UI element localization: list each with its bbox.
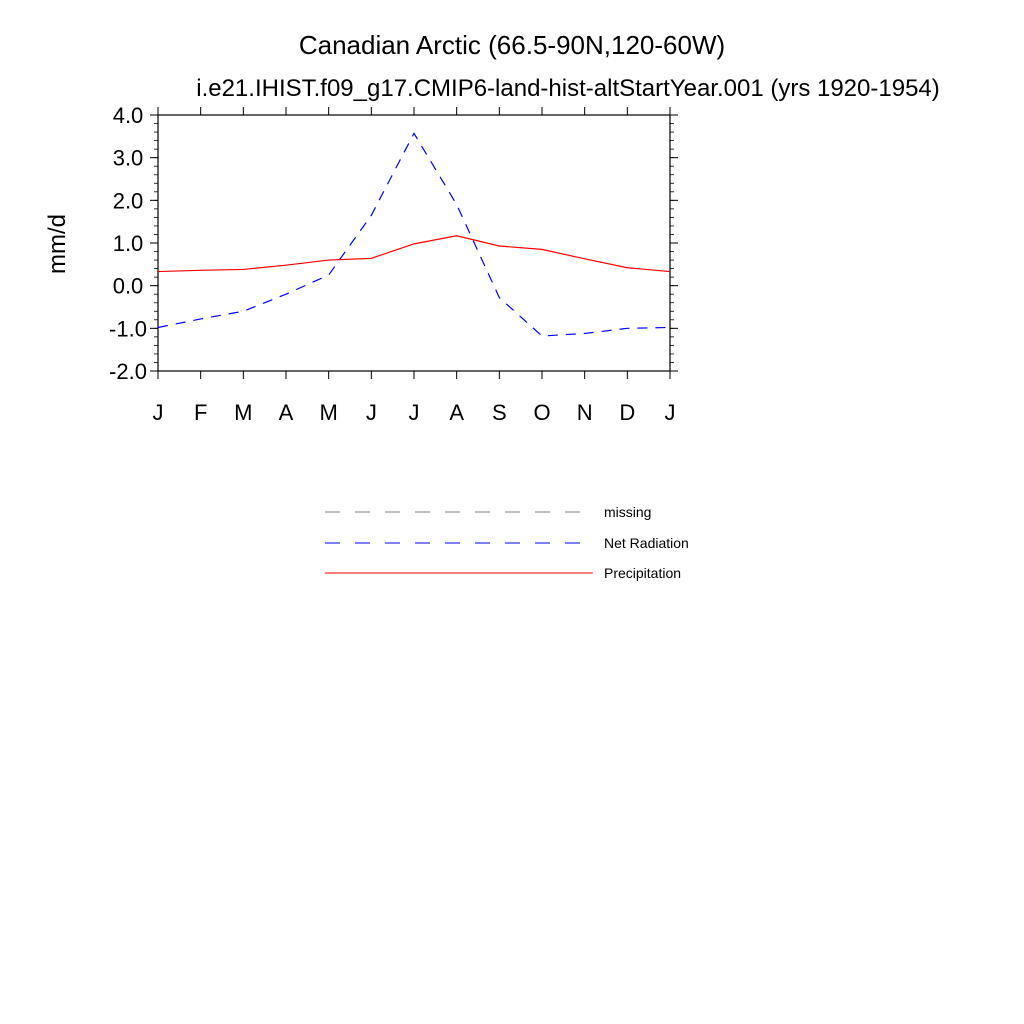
x-tick-label: M — [234, 400, 253, 425]
x-tick-label: S — [491, 400, 507, 425]
chart-title: Canadian Arctic (66.5-90N,120-60W) — [298, 30, 726, 60]
x-tick-label: J — [152, 400, 164, 425]
x-tick-label: A — [278, 400, 294, 425]
legend-label: Net Radiation — [604, 535, 689, 551]
y-tick-label: 4.0 — [112, 103, 144, 128]
legend — [325, 504, 689, 581]
y-axis-ticks — [109, 103, 678, 384]
x-tick-label: J — [365, 400, 377, 425]
x-tick-label: O — [533, 400, 551, 425]
series-line-net-radiation — [158, 133, 670, 336]
x-tick-label: M — [319, 400, 338, 425]
legend-label: missing — [604, 504, 652, 520]
y-tick-label: 2.0 — [112, 188, 144, 214]
y-tick-label: -1.0 — [109, 316, 147, 342]
x-tick-label: D — [619, 400, 636, 425]
x-tick-label: F — [193, 400, 208, 425]
x-tick-label: J — [664, 400, 676, 425]
y-axis-label: mm/d — [44, 214, 71, 274]
y-tick-label: 0.0 — [112, 273, 144, 299]
series-layer — [158, 133, 670, 336]
y-tick-label: 1.0 — [112, 231, 144, 256]
x-tick-label: A — [449, 400, 465, 425]
x-tick-label: J — [408, 400, 420, 425]
y-tick-label: 3.0 — [112, 145, 144, 171]
chart-subtitle: i.e21.IHIST.f09_g17.CMIP6-land-hist-altStartYear.001 (yrs 1920-1954) — [196, 75, 940, 102]
legend-label: Precipitation — [604, 565, 682, 581]
x-tick-label: N — [576, 400, 593, 425]
y-tick-label: -2.0 — [109, 359, 147, 384]
x-axis-ticks — [153, 107, 676, 425]
series-line-precipitation — [158, 236, 670, 272]
